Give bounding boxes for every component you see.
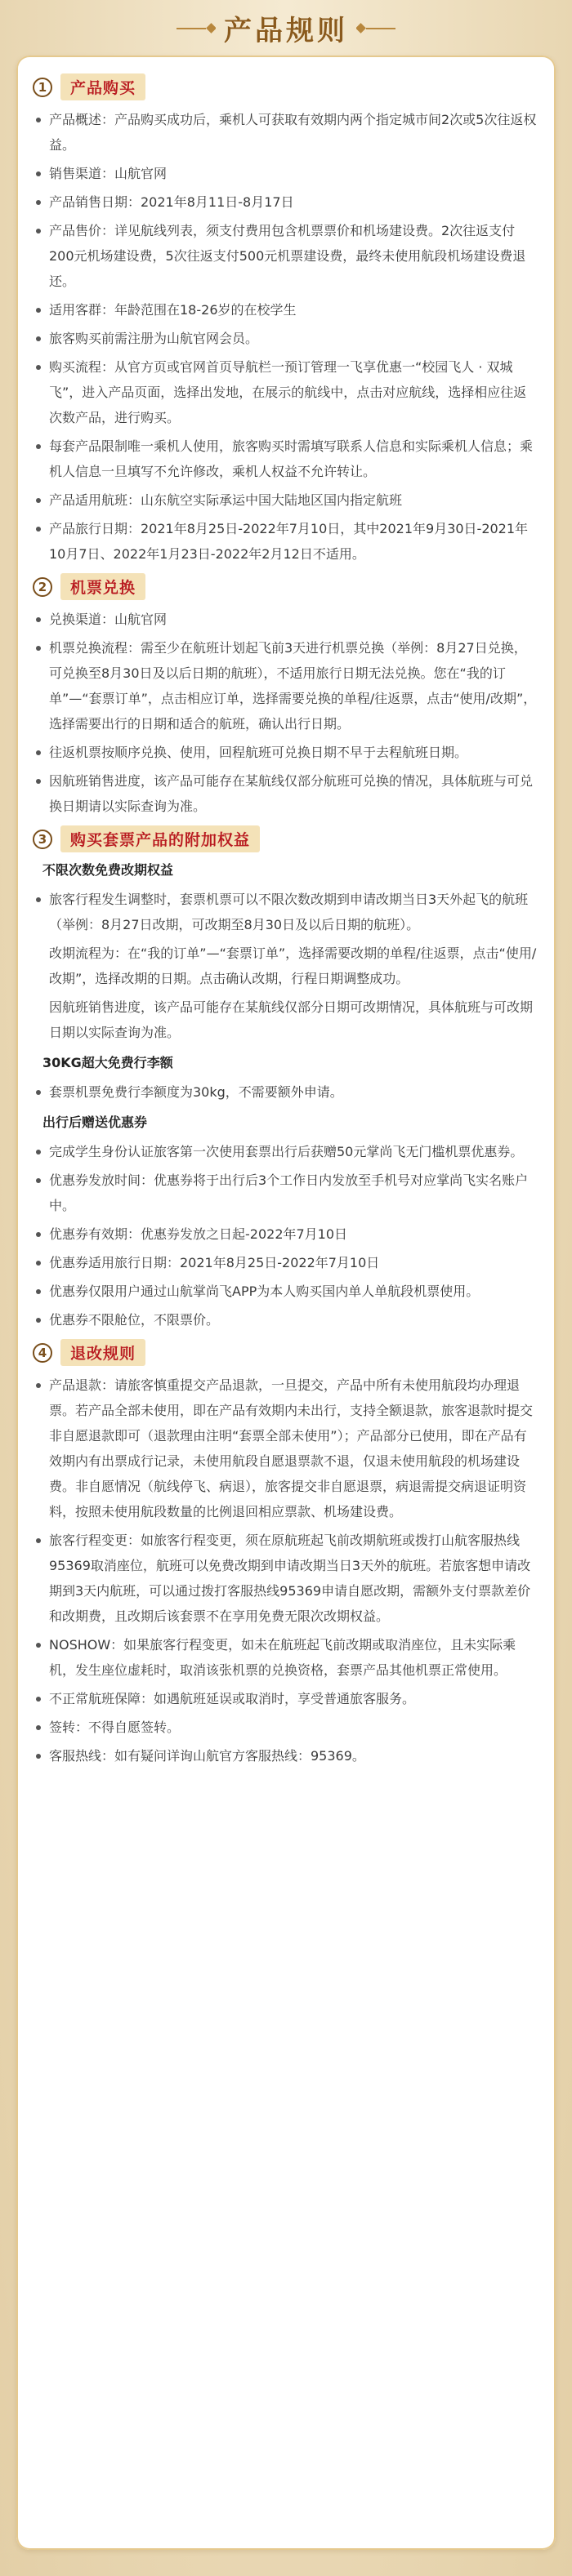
list-item: 产品退款：请旅客慎重提交产品退款，一旦提交，产品中所有未使用航段均办理退票。若产品全部未使用，即在产品有效期内未出行，支持全额退款，旅客退款时提交非自愿退款即可（退款理由注明“套票全部未使用”）；产品部分已使用，即在产品有效期内有出票成行记录，未使用航段自愿退票款不退，仅退未使用航段的机场建设费。非自愿情况（航线停飞、病退），旅客提交非自愿退票，病退需提交病退证明资料，按照未使用航段数量的比例退回相应票款、机场建设费。 <box>33 1373 539 1524</box>
bullet-icon <box>36 1090 41 1095</box>
bullet-icon <box>36 1150 41 1155</box>
bullet-icon <box>36 1725 41 1730</box>
list-item: 优惠券适用旅行日期：2021年8月25日-2022年7月10日 <box>33 1250 539 1275</box>
section-header <box>33 1339 539 1366</box>
list-item: 购买流程：从官方页或官网首页导航栏一预订管理一飞享优惠一“校园飞人 · 双城飞”，进入产品页面，选择出发地，在展示的航线中，点击对应航线，选择相应往返次数产品，进行购买。 <box>33 354 539 430</box>
bullet-icon <box>36 444 41 449</box>
bullet-icon <box>36 171 41 176</box>
list-item: 优惠券不限舱位，不限票价。 <box>33 1307 539 1332</box>
bullet-icon <box>36 750 41 755</box>
list-item: 每套产品限制唯一乘机人使用，旅客购买时需填写联系人信息和实际乘机人信息；乘机人信息一旦填写不允许修改，乘机人权益不允许转让。 <box>33 434 539 484</box>
list-item: 完成学生身份认证旅客第一次使用套票出行后获赠50元掌尚飞无门槛机票优惠券。 <box>33 1139 539 1164</box>
bullet-icon <box>36 365 41 370</box>
bullet-icon <box>36 336 41 341</box>
bullet-icon <box>36 1318 41 1323</box>
list-item: 产品旅行日期：2021年8月25日-2022年7月10日，其中2021年9月30日-2021年10月7日、2022年1月23日-2022年2月12日不适用。 <box>33 516 539 567</box>
bullet-icon <box>36 229 41 234</box>
section-extra-benefits <box>33 825 539 1332</box>
bullet-icon <box>36 1643 41 1648</box>
bullet-icon <box>36 527 41 532</box>
bullet-icon <box>36 200 41 205</box>
list-subitem: 改期流程为：在“我的订单”—“套票订单”，选择需要改期的单程/往返票，点击“使用/改期”，选择改期的日期。点击确认改期，行程日期调整成功。 <box>49 945 537 986</box>
bullet-icon <box>36 118 41 122</box>
left-ornament-icon <box>177 23 216 34</box>
list-item: 兑换渠道：山航官网 <box>33 607 539 632</box>
bullet-icon <box>36 646 41 651</box>
list-item: NOSHOW：如果旅客行程变更，如未在航班起飞前改期或取消座位，且未实际乘机，发生座位虚耗时，取消该张机票的兑换资格，套票产品其他机票正常使用。 <box>33 1632 539 1683</box>
section-title: 购买套票产品的附加权益 <box>60 825 260 852</box>
list-item: 因航班销售进度，该产品可能存在某航线仅部分航班可兑换的情况，具体航班与可兑换日期请以实际查询为准。 <box>33 768 539 819</box>
list-item: 优惠券有效期：优惠券发放之日起-2022年7月10日 <box>33 1221 539 1247</box>
list-item: 销售渠道：山航官网 <box>33 161 539 186</box>
bullet-icon <box>36 1178 41 1183</box>
bullet-icon <box>36 1289 41 1294</box>
section-header <box>33 825 539 852</box>
bullet-icon <box>36 897 41 902</box>
bullet-icon <box>36 779 41 784</box>
list-item: 旅客购买前需注册为山航官网会员。 <box>33 326 539 351</box>
section-title: 产品购买 <box>60 73 145 100</box>
section-header <box>33 73 539 100</box>
bullet-icon <box>36 617 41 622</box>
section-title: 退改规则 <box>60 1339 145 1366</box>
list-item: 优惠券仅限用户通过山航掌尚飞APP为本人购买国内单人单航段机票使用。 <box>33 1279 539 1304</box>
list-item: 旅客行程变更：如旅客行程变更，须在原航班起飞前改期航班或拨打山航客服热线95369取消座位，航班可以免费改期到申请改期当日3天外的航班。若旅客想申请改期到3天内航班，可以通过拨打客服热线95369申请自愿改期，需额外支付票款差价和改期费，且改期后该套票不在享用免费无限次改期权益。 <box>33 1528 539 1629</box>
list-subitem: 因航班销售进度，该产品可能存在某航线仅部分日期可改期情况，具体航班与可改期日期以实际查询为准。 <box>49 999 534 1040</box>
list-item: 优惠券发放时间：优惠券将于出行后3个工作日内发放至手机号对应掌尚飞实名账户中。 <box>33 1168 539 1218</box>
bullet-icon <box>36 1383 41 1388</box>
section-header <box>33 573 539 600</box>
list-item: 旅客行程发生调整时，套票机票可以不限次数改期到申请改期当日3天外起飞的航班（举例：8月27日改期，可改期至8月30日及以后日期的航班）。 <box>33 887 539 937</box>
section-refund-change <box>33 1339 539 1768</box>
section-title: 机票兑换 <box>60 573 145 600</box>
section-number: 2 <box>33 577 52 597</box>
bullet-icon <box>36 1232 41 1237</box>
list-item: 客服热线：如有疑问详询山航官方客服热线：95369。 <box>33 1743 539 1768</box>
benefit-subheading: 30KG超大免费行李额 <box>42 1055 173 1070</box>
section-number: 1 <box>33 78 52 97</box>
benefit-subheading: 出行后赠送优惠券 <box>42 1114 148 1130</box>
section-number: 3 <box>33 830 52 849</box>
page-title-banner <box>177 8 395 48</box>
bullet-icon <box>36 498 41 503</box>
bullet-icon <box>36 1261 41 1266</box>
list-item: 签转：不得自愿签转。 <box>33 1715 539 1740</box>
list-item: 产品售价：详见航线列表，须支付费用包含机票票价和机场建设费。2次往返支付200元机场建设费，5次往返支付500元机票建设费，最终未使用航段机场建设费退还。 <box>33 218 539 294</box>
list-item: 产品概述：产品购买成功后，乘机人可获取有效期内两个指定城市间2次或5次往返权益。 <box>33 107 539 158</box>
section-number: 4 <box>33 1343 52 1363</box>
list-item: 套票机票免费行李额度为30kg，不需要额外申请。 <box>33 1079 539 1105</box>
list-item: 产品销售日期：2021年8月11日-8月17日 <box>33 189 539 215</box>
list-item: 适用客群：年龄范围在18-26岁的在校学生 <box>33 297 539 323</box>
bullet-icon <box>36 1754 41 1759</box>
right-ornament-icon <box>356 23 395 34</box>
list-item: 产品适用航班：山东航空实际承运中国大陆地区国内指定航班 <box>33 487 539 513</box>
benefit-subheading: 不限次数免费改期权益 <box>42 862 174 878</box>
list-item: 机票兑换流程：需至少在航班计划起飞前3天进行机票兑换（举例：8月27日兑换，可兑换至8月30日及以后日期的航班），不适用旅行日期无法兑换。您在“我的订单”—“套票订单”，点击相应订单，选择需要兑换的单程/往返票，点击“使用/改期”，选择需要出行的日期和适合的航班，确认出行日期。 <box>33 635 539 736</box>
bullet-icon <box>36 1697 41 1702</box>
bullet-icon <box>36 308 41 313</box>
page-title: 产品规则 <box>224 15 348 47</box>
rules-card <box>16 56 556 2550</box>
section-ticket-exchange <box>33 573 539 819</box>
section-purchase <box>33 73 539 567</box>
bullet-icon <box>36 1538 41 1543</box>
list-item: 不正常航班保障：如遇航班延误或取消时，享受普通旅客服务。 <box>33 1686 539 1711</box>
list-item: 往返机票按顺序兑换、使用，回程航班可兑换日期不早于去程航班日期。 <box>33 740 539 765</box>
